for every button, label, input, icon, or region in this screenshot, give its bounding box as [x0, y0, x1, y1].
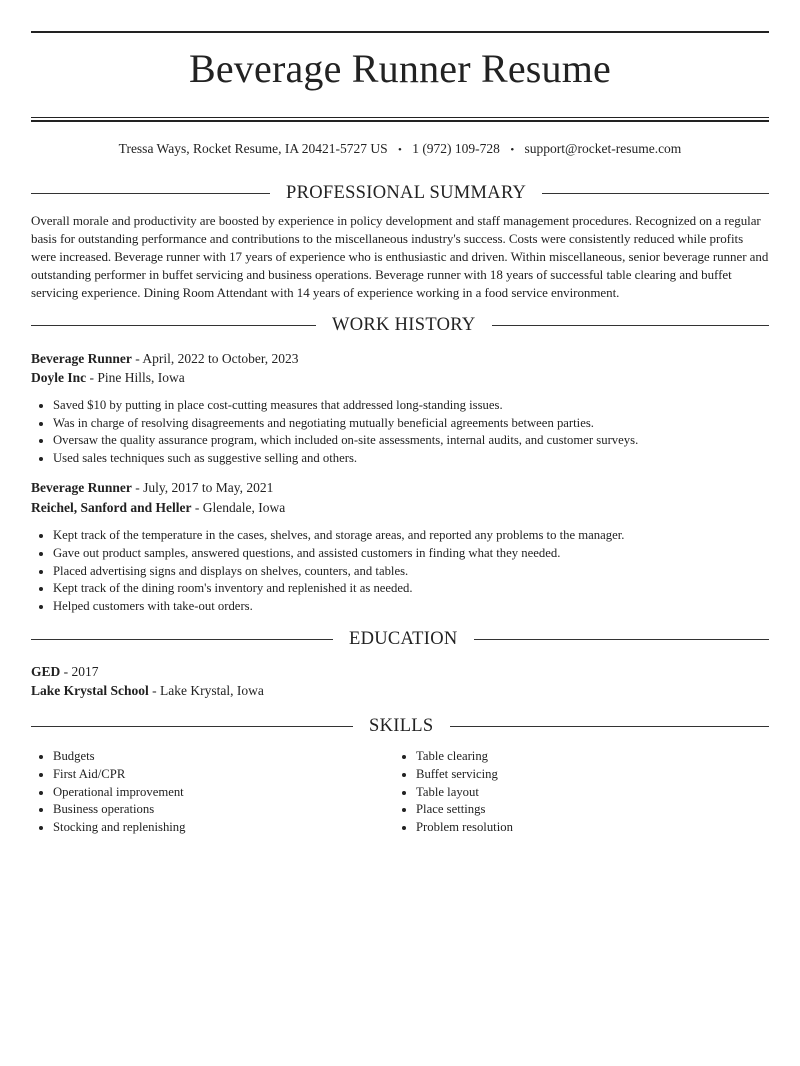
- job-company-line: [31, 368, 769, 387]
- list-item: • Gave out product samples, answered questions, and assisted customers in finding what they needed.: [53, 545, 769, 563]
- heading-rule: [542, 193, 769, 194]
- degree-line: [31, 662, 769, 681]
- heading-rule: [31, 325, 316, 326]
- skill-item: • Table clearing: [416, 748, 769, 766]
- skill-item: • Table layout: [416, 784, 769, 802]
- job-company: Reichel, Sanford and Heller: [31, 500, 192, 516]
- heading-rule: [31, 193, 270, 194]
- heading-rule: [474, 639, 769, 640]
- skill-item: • Operational improvement: [53, 784, 394, 802]
- job-dates: - July, 2017 to May, 2021: [131, 480, 274, 496]
- job-company: Doyle Inc: [31, 370, 87, 385]
- title-double-divider: [31, 117, 769, 122]
- school-line: [31, 681, 769, 700]
- skill-item: • Place settings: [416, 801, 769, 819]
- list-item: • Kept track of the temperature in the cases, shelves, and storage areas, and reported any problems to the manager.: [53, 527, 769, 545]
- contact-line: [31, 139, 769, 159]
- section-heading-skills: [31, 712, 769, 740]
- skill-item: • Business operations: [53, 801, 394, 819]
- job-location: - Glendale, Iowa: [191, 500, 286, 516]
- section-title: PROFESSIONAL SUMMARY: [286, 182, 527, 203]
- job-title: Beverage Runner: [31, 480, 132, 496]
- heading-rule: [31, 726, 353, 727]
- degree: GED: [31, 664, 61, 680]
- job-entry: [31, 478, 769, 615]
- bullet-separator: •: [397, 144, 402, 156]
- skills-list-right: [394, 748, 769, 836]
- education-entry: [31, 662, 769, 700]
- section-title: EDUCATION: [349, 628, 458, 649]
- job-company-line: [31, 498, 769, 517]
- job-bullets: [31, 527, 769, 615]
- list-item: • Helped customers with take-out orders.: [53, 598, 769, 616]
- list-item: • Kept track of the dining room's inventory and replenished it as needed.: [53, 580, 769, 598]
- section-title: SKILLS: [369, 715, 434, 736]
- bullet-separator: •: [510, 144, 515, 156]
- contact-address: Tressa Ways, Rocket Resume, IA 20421-5727 US: [118, 141, 388, 156]
- job-title: Beverage Runner: [31, 351, 132, 366]
- skill-item: • Buffet servicing: [416, 766, 769, 784]
- contact-phone: 1 (972) 109-728: [412, 141, 500, 156]
- skills-grid: [31, 748, 769, 836]
- contact-email: support@rocket-resume.com: [524, 141, 682, 156]
- job-entry: [31, 349, 769, 467]
- job-dates: - April, 2022 to October, 2023: [131, 351, 299, 366]
- list-item: • Used sales techniques such as suggestive selling and others.: [53, 450, 769, 468]
- heading-rule: [31, 639, 333, 640]
- resume-page: [0, 31, 800, 836]
- skill-item: • Budgets: [53, 748, 394, 766]
- list-item: • Oversaw the quality assurance program, which included on-site assessments, internal audits, and customer surveys.: [53, 432, 769, 450]
- section-heading-work-history: [31, 311, 769, 339]
- school-location: - Lake Krystal, Iowa: [148, 683, 264, 699]
- heading-rule: [492, 325, 769, 326]
- summary-text: Overall morale and productivity are boosted by experience in policy development and staff management procedures. Recognized on a regular basis for outstanding performance and contributions to the miscellaneous industry's success. Costs were consistently reduced while profits were increased. Beverage runner with 17 years of experience who is enthusiastic and driven. Within miscellaneous, senior beverage runner and outstanding performer in buffet servicing and business operations. Beverage runner with 18 years of successful table clearing and buffet servicing experience. Dining Room Attendant with 14 years of experience working in a food service environment.: [31, 213, 769, 300]
- job-bullets: [31, 397, 769, 467]
- school-name: Lake Krystal School: [31, 683, 149, 699]
- skill-item: • First Aid/CPR: [53, 766, 394, 784]
- list-item: • Placed advertising signs and displays on shelves, counters, and tables.: [53, 563, 769, 581]
- degree-year: - 2017: [60, 664, 99, 680]
- section-heading-education: [31, 625, 769, 653]
- list-item: • Was in charge of resolving disagreements and negotiating mutually beneficial agreements between parties.: [53, 415, 769, 433]
- skill-item: • Problem resolution: [416, 819, 769, 837]
- skill-item: • Stocking and replenishing: [53, 819, 394, 837]
- job-title-line: [31, 478, 769, 497]
- job-location: - Pine Hills, Iowa: [86, 370, 185, 385]
- job-title-line: [31, 349, 769, 368]
- section-heading-summary: [31, 179, 769, 207]
- resume-title: Beverage Runner Resume: [188, 46, 612, 91]
- skills-list-left: [31, 748, 394, 836]
- section-title: WORK HISTORY: [332, 314, 476, 335]
- heading-rule: [450, 726, 770, 727]
- list-item: • Saved $10 by putting in place cost-cutting measures that addressed long-standing issues.: [53, 397, 769, 415]
